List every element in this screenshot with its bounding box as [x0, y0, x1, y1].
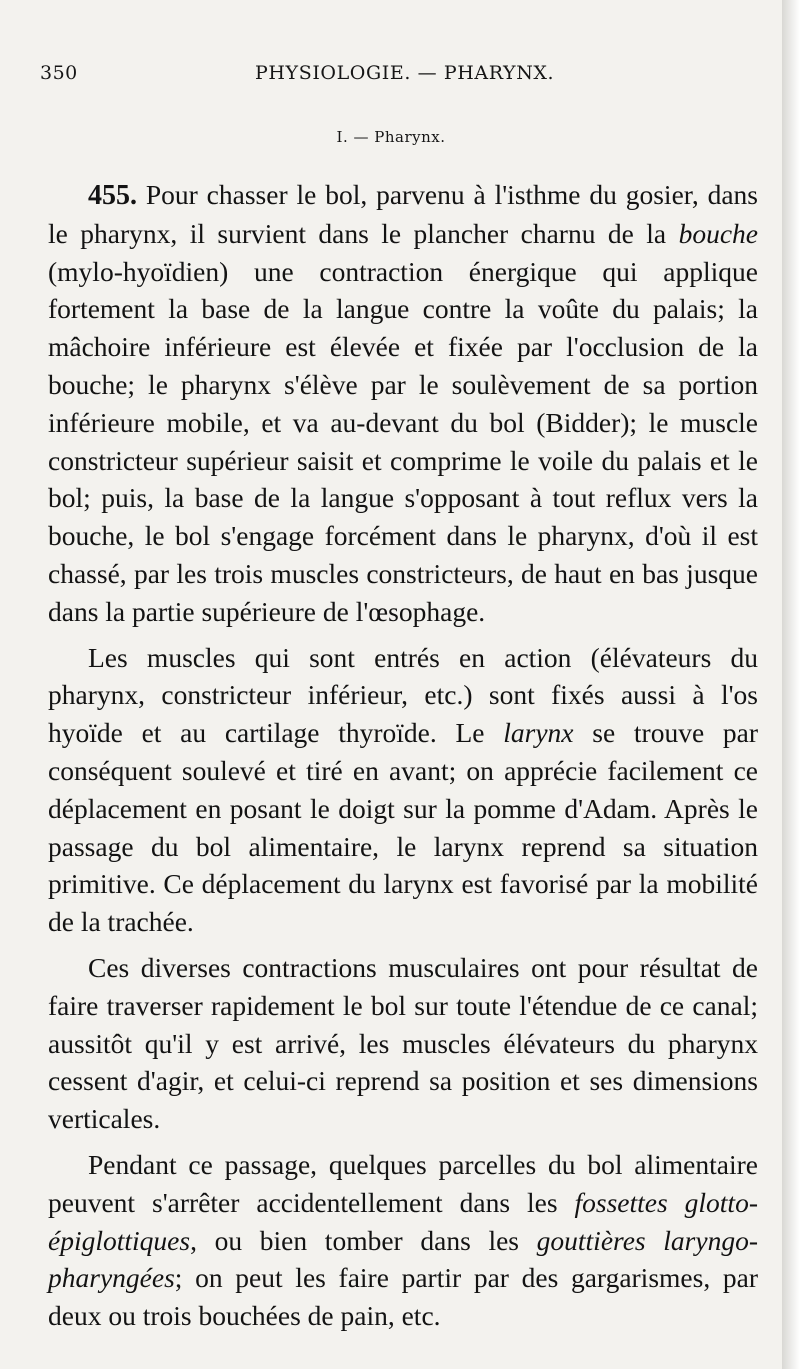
page-number: 350: [40, 62, 78, 84]
paragraph-text: Ces diverses contractions musculaires ont pour résultat de faire traverser rapidement le bol sur toute l'étendue de ce canal; aussitôt qu'il y est arrivé, les muscles élévateurs du pharynx cessent d'agir, et celui-ci reprend sa position et ses dimensions verticales.: [48, 951, 758, 1135]
italic-term-bouche: bouche: [678, 217, 758, 249]
body-text: [48, 176, 758, 1335]
paragraph-text: se trouve par conséquent soulevé et tiré en avant; on apprécie facilement ce déplacement en posant le doigt sur la pomme d'Adam. Après le passage du bol alimentaire, le larynx reprend sa situation primitive. Ce déplacement du larynx est favorisé par la mobilité de la trachée.: [48, 717, 758, 938]
paragraph-text: Pendant ce passage, quelques parcelles du bol alimentaire peuvent s'arrêter accidentellement dans les: [48, 1148, 758, 1218]
section-heading: I. — Pharynx.: [336, 128, 446, 146]
italic-term-gouttieres: gouttières laryngo-pharyngées: [48, 1224, 758, 1294]
paragraph-text: (mylo-hyoïdien) une contraction énergique qui applique fortement la base de la langue contre la voûte du palais; la mâchoire inférieure est élevée et fixée par l'occlusion de la bouche; le pharynx s'élève par le soulèvement de sa portion inférieure mobile, et va au-devant du bol (Bidder); le muscle constricteur supérieur saisit et comprime le voile du palais et le bol; puis, la base de la langue s'opposant à tout reflux vers la bouche, le bol s'engage forcément dans le pharynx, d'où il est chassé, par les trois muscles constricteurs, de haut en bas jusque dans la partie supérieure de l'œsophage.: [48, 255, 758, 627]
page-header: [40, 62, 760, 92]
paragraph-text: Pour chasser le bol, parvenu à l'isthme du gosier, dans le pharynx, il survient dans le plancher charnu de la: [48, 179, 758, 249]
italic-term-fossettes: fossettes glotto-épiglottiques: [48, 1186, 758, 1256]
paragraph-455: [48, 176, 758, 631]
paragraph-larynx: [48, 639, 758, 941]
italic-term-larynx: larynx: [503, 717, 574, 749]
paragraph-text: ; on peut les faire partir par des gargarismes, par deux ou trois bouchées de pain, etc.: [48, 1262, 758, 1332]
paragraph-number: 455.: [88, 180, 137, 211]
paragraph-text: , ou bien tomber dans les: [190, 1224, 537, 1256]
paragraph-contractions: [48, 949, 758, 1138]
page-edge: [782, 0, 800, 1369]
running-title: PHYSIOLOGIE. — PHARYNX.: [255, 62, 555, 84]
paragraph-text: Les muscles qui sont entrés en action (élévateurs du pharynx, constricteur inférieur, etc.) sont fixés aussi à l'os hyoïde et au cartilage thyroïde. Le: [48, 641, 758, 749]
paragraph-passage: [48, 1146, 758, 1335]
